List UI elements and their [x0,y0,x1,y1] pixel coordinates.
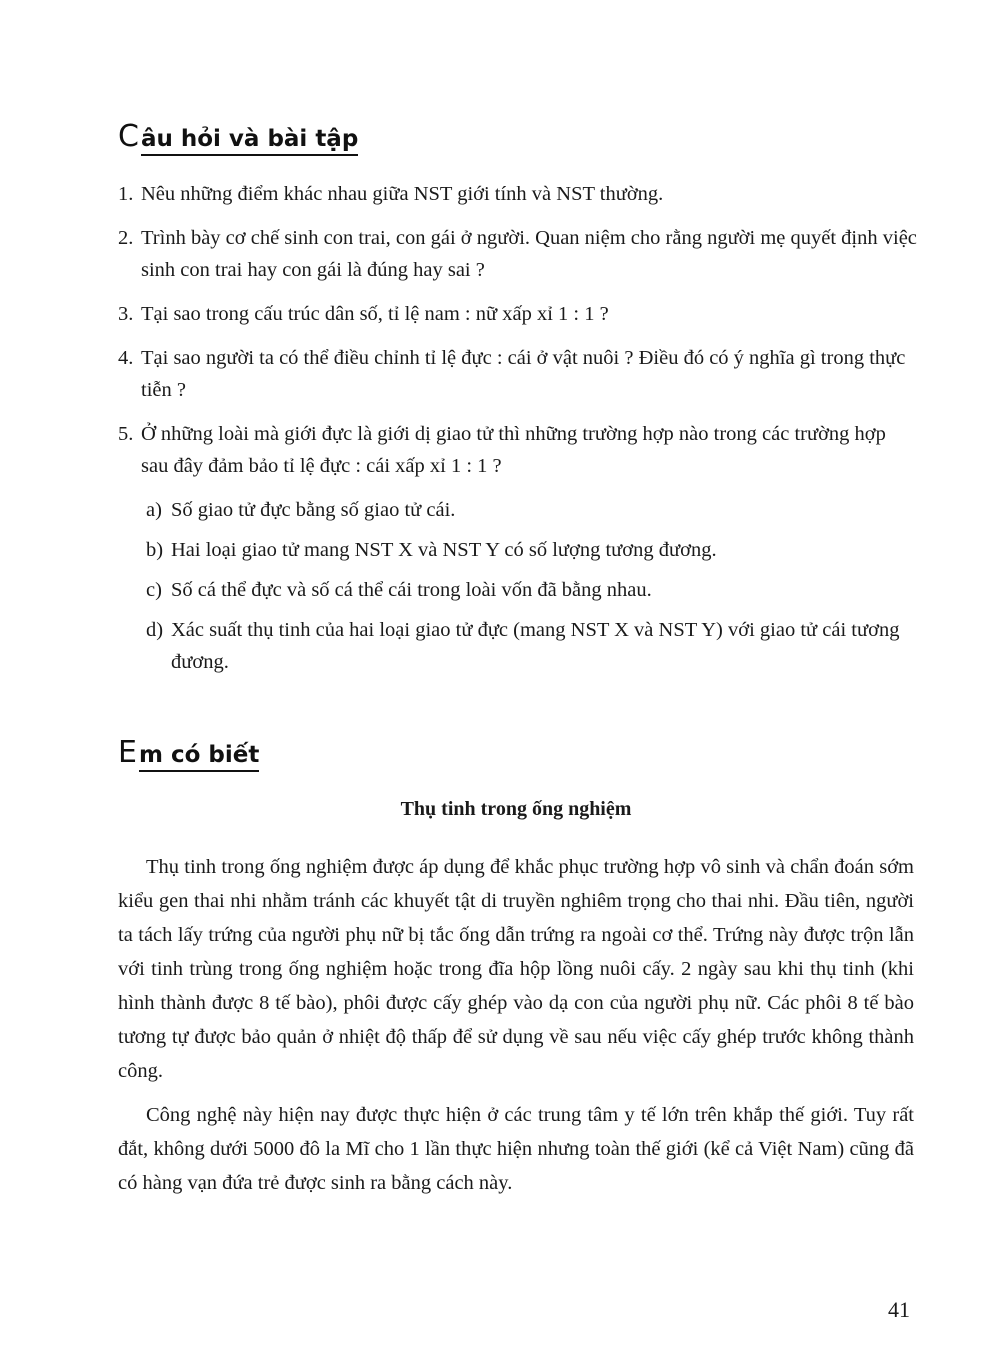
page-number: 41 [888,1297,910,1322]
sub-item [146,574,918,606]
heading-text: âu hỏi và bài tập [141,126,358,156]
article-body [118,850,914,1210]
question-text: Trình bày cơ chế sinh con trai, con gái ở người. Quan niệm cho rằng người mẹ quyết định việc sinh con trai hay con gái là đúng hay sai ? [141,227,917,281]
question-list [118,178,918,686]
article-paragraph: Công nghệ này hiện nay được thực hiện ở các trung tâm y tế lớn trên khắp thế giới. Tuy rất đắt, không dưới 5000 đô la Mĩ cho 1 lần thực hiện nhưng toàn thế giới (kể cả Việt Nam) cũng đã có hàng vạn đứa trẻ được sinh ra bằng cách này. [118,1104,914,1194]
sub-item-label: c) [146,579,162,601]
question-text: Nêu những điểm khác nhau giữa NST giới tính và NST thường. [141,183,664,205]
sub-item-label: a) [146,499,162,521]
sub-item [146,534,918,566]
question-item [118,222,918,286]
sub-item-text: Xác suất thụ tinh của hai loại giao tử đực (mang NST X và NST Y) với giao tử cái tương đương. [171,619,900,673]
question-number: 5. [118,423,134,445]
article-paragraph: Thụ tinh trong ống nghiệm được áp dụng để khắc phục trường hợp vô sinh và chẩn đoán sớm kiểu gen thai nhi nhằm tránh các khuyết tật di truyền nghiêm trọng cho thai nhi. Đầu tiên, người ta tách lấy trứng của người phụ nữ bị tắc ống dẫn trứng ra ngoài cơ thể. Trứng này được trộn lẫn với tinh trùng trong ống nghiệm hoặc trong đĩa hộp lồng nuôi cấy. 2 ngày sau khi thụ tinh (khi hình thành được 8 tế bào), phôi được cấy ghép vào dạ con của người phụ nữ. Các phôi 8 tế bào tương tự được bảo quản ở nhiệt độ thấp để sử dụng về sau nếu việc cấy ghép trước không thành công. [118,856,914,1082]
sub-item [146,494,918,526]
question-item [118,342,918,406]
question-item [118,418,918,482]
sub-item-label: d) [146,619,164,641]
question-text: Tại sao người ta có thể điều chỉnh tỉ lệ đực : cái ở vật nuôi ? Điều đó có ý nghĩa gì trong thực tiễn ? [141,347,906,401]
question-item [118,178,918,210]
question-number: 3. [118,303,134,325]
heading-initial: E [118,735,137,770]
question-item [118,298,918,330]
heading-text: m có biết [139,742,259,772]
question-number: 2. [118,227,134,249]
sub-item [146,614,918,678]
article-title: Thụ tinh trong ống nghiệm [400,798,632,820]
question-text: Ở những loài mà giới đực là giới dị giao tử thì những trường hợp nào trong các trường hợp sau đây đảm bảo tỉ lệ đực : cái xấp xỉ 1 : 1 ? [141,423,886,477]
sub-item-text: Hai loại giao tử mang NST X và NST Y có số lượng tương đương. [171,539,717,561]
questions-heading [118,119,359,156]
heading-initial: C [118,119,139,154]
sub-item-label: b) [146,539,164,561]
em-co-biet-heading [118,735,260,772]
sub-item-text: Số cá thể đực và số cá thể cái trong loài vốn đã bằng nhau. [171,579,652,601]
question-number: 1. [118,183,134,205]
question-text: Tại sao trong cấu trúc dân số, tỉ lệ nam : nữ xấp xỉ 1 : 1 ? [141,303,609,325]
question-number: 4. [118,347,134,369]
sub-item-text: Số giao tử đực bằng số giao tử cái. [171,499,456,521]
